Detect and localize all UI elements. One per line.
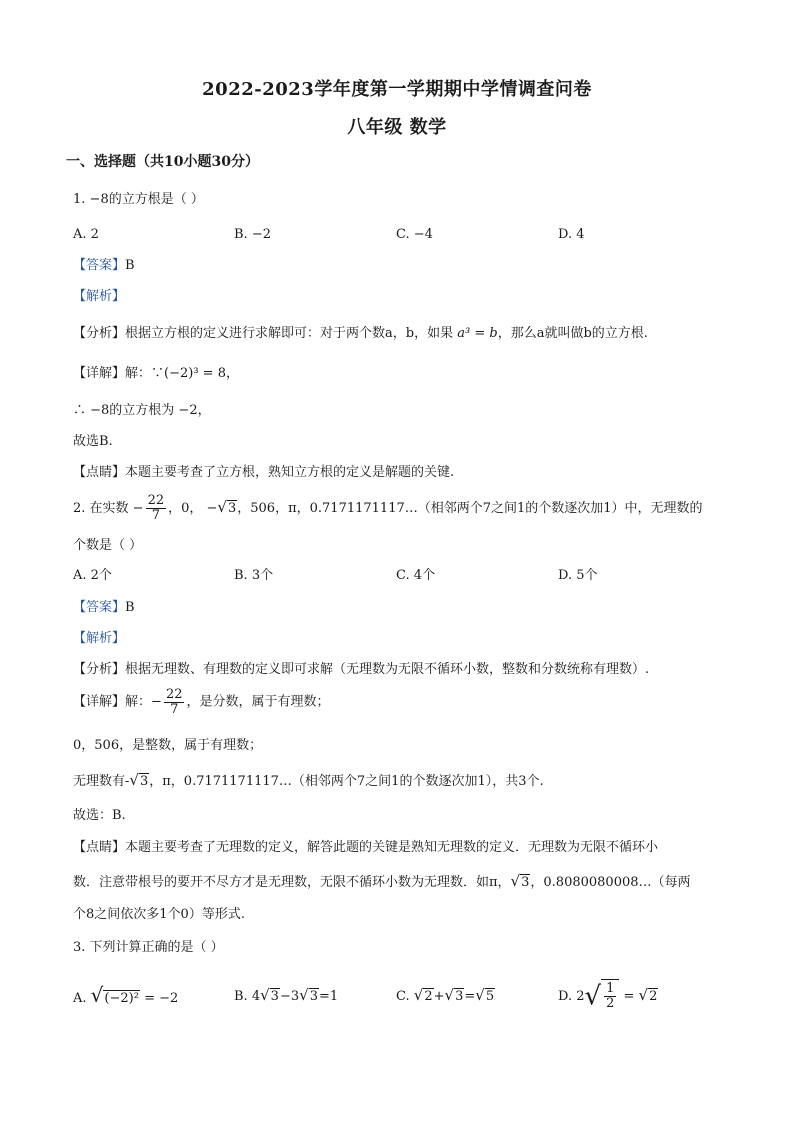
comment-text: 本题主要考查了无理数的定义，解答此题的关键是熟知无理数的定义．无理数为无限不循环小 bbox=[125, 840, 659, 855]
option-label: B. bbox=[234, 989, 248, 1004]
q1-fenxi bbox=[73, 324, 648, 344]
answer-value: B bbox=[125, 600, 135, 615]
fenxi-text-2: ，那么a就叫做b的立方根. bbox=[497, 326, 648, 341]
detail-tag: 【详解】 bbox=[73, 366, 126, 381]
q3-option-c: C. √2+√3=√5 bbox=[396, 985, 495, 1007]
q2-stem-d: ，506，π，0.7171171117…（相邻两个7之间1的个数逐次加1）中，无理数的 bbox=[237, 501, 703, 516]
q2-fraction bbox=[146, 494, 167, 522]
line3-text-2: ，π，0.7171171117…（相邻两个7之间1的个数逐次加1），共3个. bbox=[149, 774, 544, 789]
q2-comment-3: 个8之间依次多1个0）等形式. bbox=[73, 907, 245, 922]
comment-text-2b: ，0.8080080008…（每两 bbox=[530, 875, 691, 890]
q1-answer bbox=[73, 256, 135, 276]
q1-line3: 故选B. bbox=[73, 434, 113, 449]
fenxi-text: 根据立方根的定义进行求解即可：对于两个数a，b，如果 bbox=[125, 326, 454, 341]
radicand: 3 bbox=[270, 989, 279, 1004]
frac-numerator: 1 bbox=[606, 981, 615, 997]
radicand: 5 bbox=[485, 989, 495, 1004]
frac-numerator: 22 bbox=[165, 687, 183, 702]
detail-tag: 【详解】 bbox=[73, 694, 126, 710]
comment-tag: 【点睛】 bbox=[73, 840, 126, 855]
q2-stem bbox=[73, 493, 703, 523]
fenxi-text: 根据无理数、有理数的定义即可求解（无理数为无限不循环小数，整数和分数统称有理数）. bbox=[125, 662, 650, 677]
fraction-half bbox=[604, 982, 616, 1010]
detail-comma: ， bbox=[225, 366, 239, 381]
q3-stem: 3. 下列计算正确的是（ ） bbox=[73, 940, 224, 955]
option-label: D. bbox=[558, 989, 573, 1004]
sqrt-3: √3 bbox=[444, 986, 464, 1004]
q2-option-d: D. 5个 bbox=[558, 568, 598, 583]
q1-analysis-tag: 【解析】 bbox=[73, 289, 126, 304]
frac-numerator: 22 bbox=[147, 493, 165, 509]
option-label: C. bbox=[396, 989, 410, 1004]
radicand: 3 bbox=[309, 989, 318, 1004]
sqrt-3: √3 bbox=[510, 872, 530, 890]
radicand: 3 bbox=[521, 875, 530, 890]
q1-number: 1. bbox=[73, 192, 86, 207]
answer-tag: 【答案】 bbox=[73, 600, 126, 615]
sqrt-3: √3 bbox=[299, 986, 318, 1004]
section-heading: 一、选择题（共10小题30分） bbox=[66, 154, 259, 170]
detail-text-2: ，是分数，属于有理数； bbox=[186, 694, 330, 710]
sqrt-2: √2 bbox=[638, 986, 658, 1004]
q1-option-a: A. 2 bbox=[73, 227, 99, 242]
q3-option-b bbox=[234, 985, 338, 1007]
q2-option-c: C. 4个 bbox=[396, 568, 436, 583]
q2-answer bbox=[73, 598, 135, 618]
q2-line2: 0，506，是整数，属于有理数； bbox=[73, 738, 263, 753]
comment-text: 本题主要考查了立方根，熟知立方根的定义是解题的关键. bbox=[125, 465, 455, 480]
comment-tag: 【点睛】 bbox=[73, 465, 126, 480]
exam-subtitle: 八年级 数学 bbox=[347, 117, 447, 138]
q2-comment bbox=[73, 838, 658, 858]
radicand: 3 bbox=[227, 501, 237, 516]
q1-option-c: C. −4 bbox=[396, 227, 433, 242]
q2-option-a: A. 2个 bbox=[73, 568, 112, 583]
q2-option-b: B. 3个 bbox=[234, 568, 274, 583]
option-label: A. bbox=[73, 991, 87, 1006]
sqrt-5: √5 bbox=[475, 986, 495, 1004]
radicand: 3 bbox=[455, 989, 464, 1004]
line3-text: 无理数有- bbox=[73, 774, 130, 789]
q2-analysis-tag: 【解析】 bbox=[73, 631, 126, 646]
exam-title: 2022-2023学年度第一学期期中学情调查问卷 bbox=[202, 79, 592, 100]
coef-4: 4 bbox=[251, 989, 261, 1004]
detail-fraction bbox=[164, 688, 185, 716]
radicand: (−2)² bbox=[104, 991, 139, 1006]
q1-stem-text: 的立方根是（ ） bbox=[108, 192, 204, 207]
q2-stem-cont: 个数是（ ） bbox=[73, 538, 143, 553]
sqrt-2: √2 bbox=[413, 986, 433, 1004]
sqrt-3: √3 bbox=[260, 986, 279, 1004]
fenxi-tag: 【分析】 bbox=[73, 662, 126, 677]
q3-option-a bbox=[73, 985, 178, 1009]
q1-option-b: B. −2 bbox=[234, 227, 271, 242]
detail-text: 解： bbox=[125, 694, 152, 710]
q2-line3 bbox=[73, 770, 544, 792]
fenxi-expr: a³ = b bbox=[457, 326, 498, 341]
frac-denominator: 7 bbox=[170, 701, 179, 717]
q1-comment bbox=[73, 463, 454, 483]
answer-tag: 【答案】 bbox=[73, 258, 126, 273]
q2-stem-b: ，0， bbox=[168, 501, 203, 516]
q2-stem-a: 2. 在实数 − bbox=[73, 501, 144, 516]
q3-option-d: D. 2√ $\frac{1}{2}$ = √2 bbox=[558, 978, 658, 1014]
frac-denominator: 7 bbox=[151, 508, 160, 523]
radicand: 2 bbox=[649, 989, 658, 1004]
frac-denominator: 2 bbox=[606, 996, 615, 1011]
detail-minus: − bbox=[151, 694, 162, 710]
coef-2: 2 bbox=[576, 989, 585, 1004]
q1-line2: ∴ −8的立方根为 −2， bbox=[73, 403, 211, 418]
q2-stem-c: − bbox=[202, 501, 218, 516]
q2-comment-2 bbox=[73, 871, 691, 893]
option-rhs: = −2 bbox=[139, 991, 179, 1006]
radicand: 3 bbox=[139, 774, 149, 789]
comment-text-2a: 数．注意带根号的要开不尽方才是无理数，无限不循环小数为无理数．如π， bbox=[73, 875, 511, 890]
sqrt-3: √3 bbox=[129, 771, 149, 789]
coef-minus-3: −3 bbox=[279, 989, 300, 1004]
q1-stem bbox=[73, 190, 204, 210]
q1-option-d: D. 4 bbox=[558, 227, 585, 242]
radicand: 2 bbox=[424, 989, 433, 1004]
answer-value: B bbox=[125, 258, 135, 273]
detail-text: 解：∵ bbox=[125, 366, 165, 381]
q1-detail bbox=[73, 364, 239, 384]
option-rhs: =1 bbox=[318, 989, 339, 1004]
fenxi-tag: 【分析】 bbox=[73, 326, 126, 341]
sqrt-expr: √(−2)² bbox=[90, 983, 139, 1007]
q2-fenxi bbox=[73, 660, 649, 680]
q2-detail bbox=[73, 688, 330, 717]
detail-expr: (−2)³ = 8 bbox=[164, 366, 226, 381]
sqrt-fraction: √ $\frac{1}{2}$ bbox=[585, 979, 620, 1014]
q1-expr: −8 bbox=[89, 192, 109, 207]
q2-line4: 故选：B. bbox=[73, 808, 126, 823]
sqrt-3: √3 bbox=[217, 498, 237, 516]
